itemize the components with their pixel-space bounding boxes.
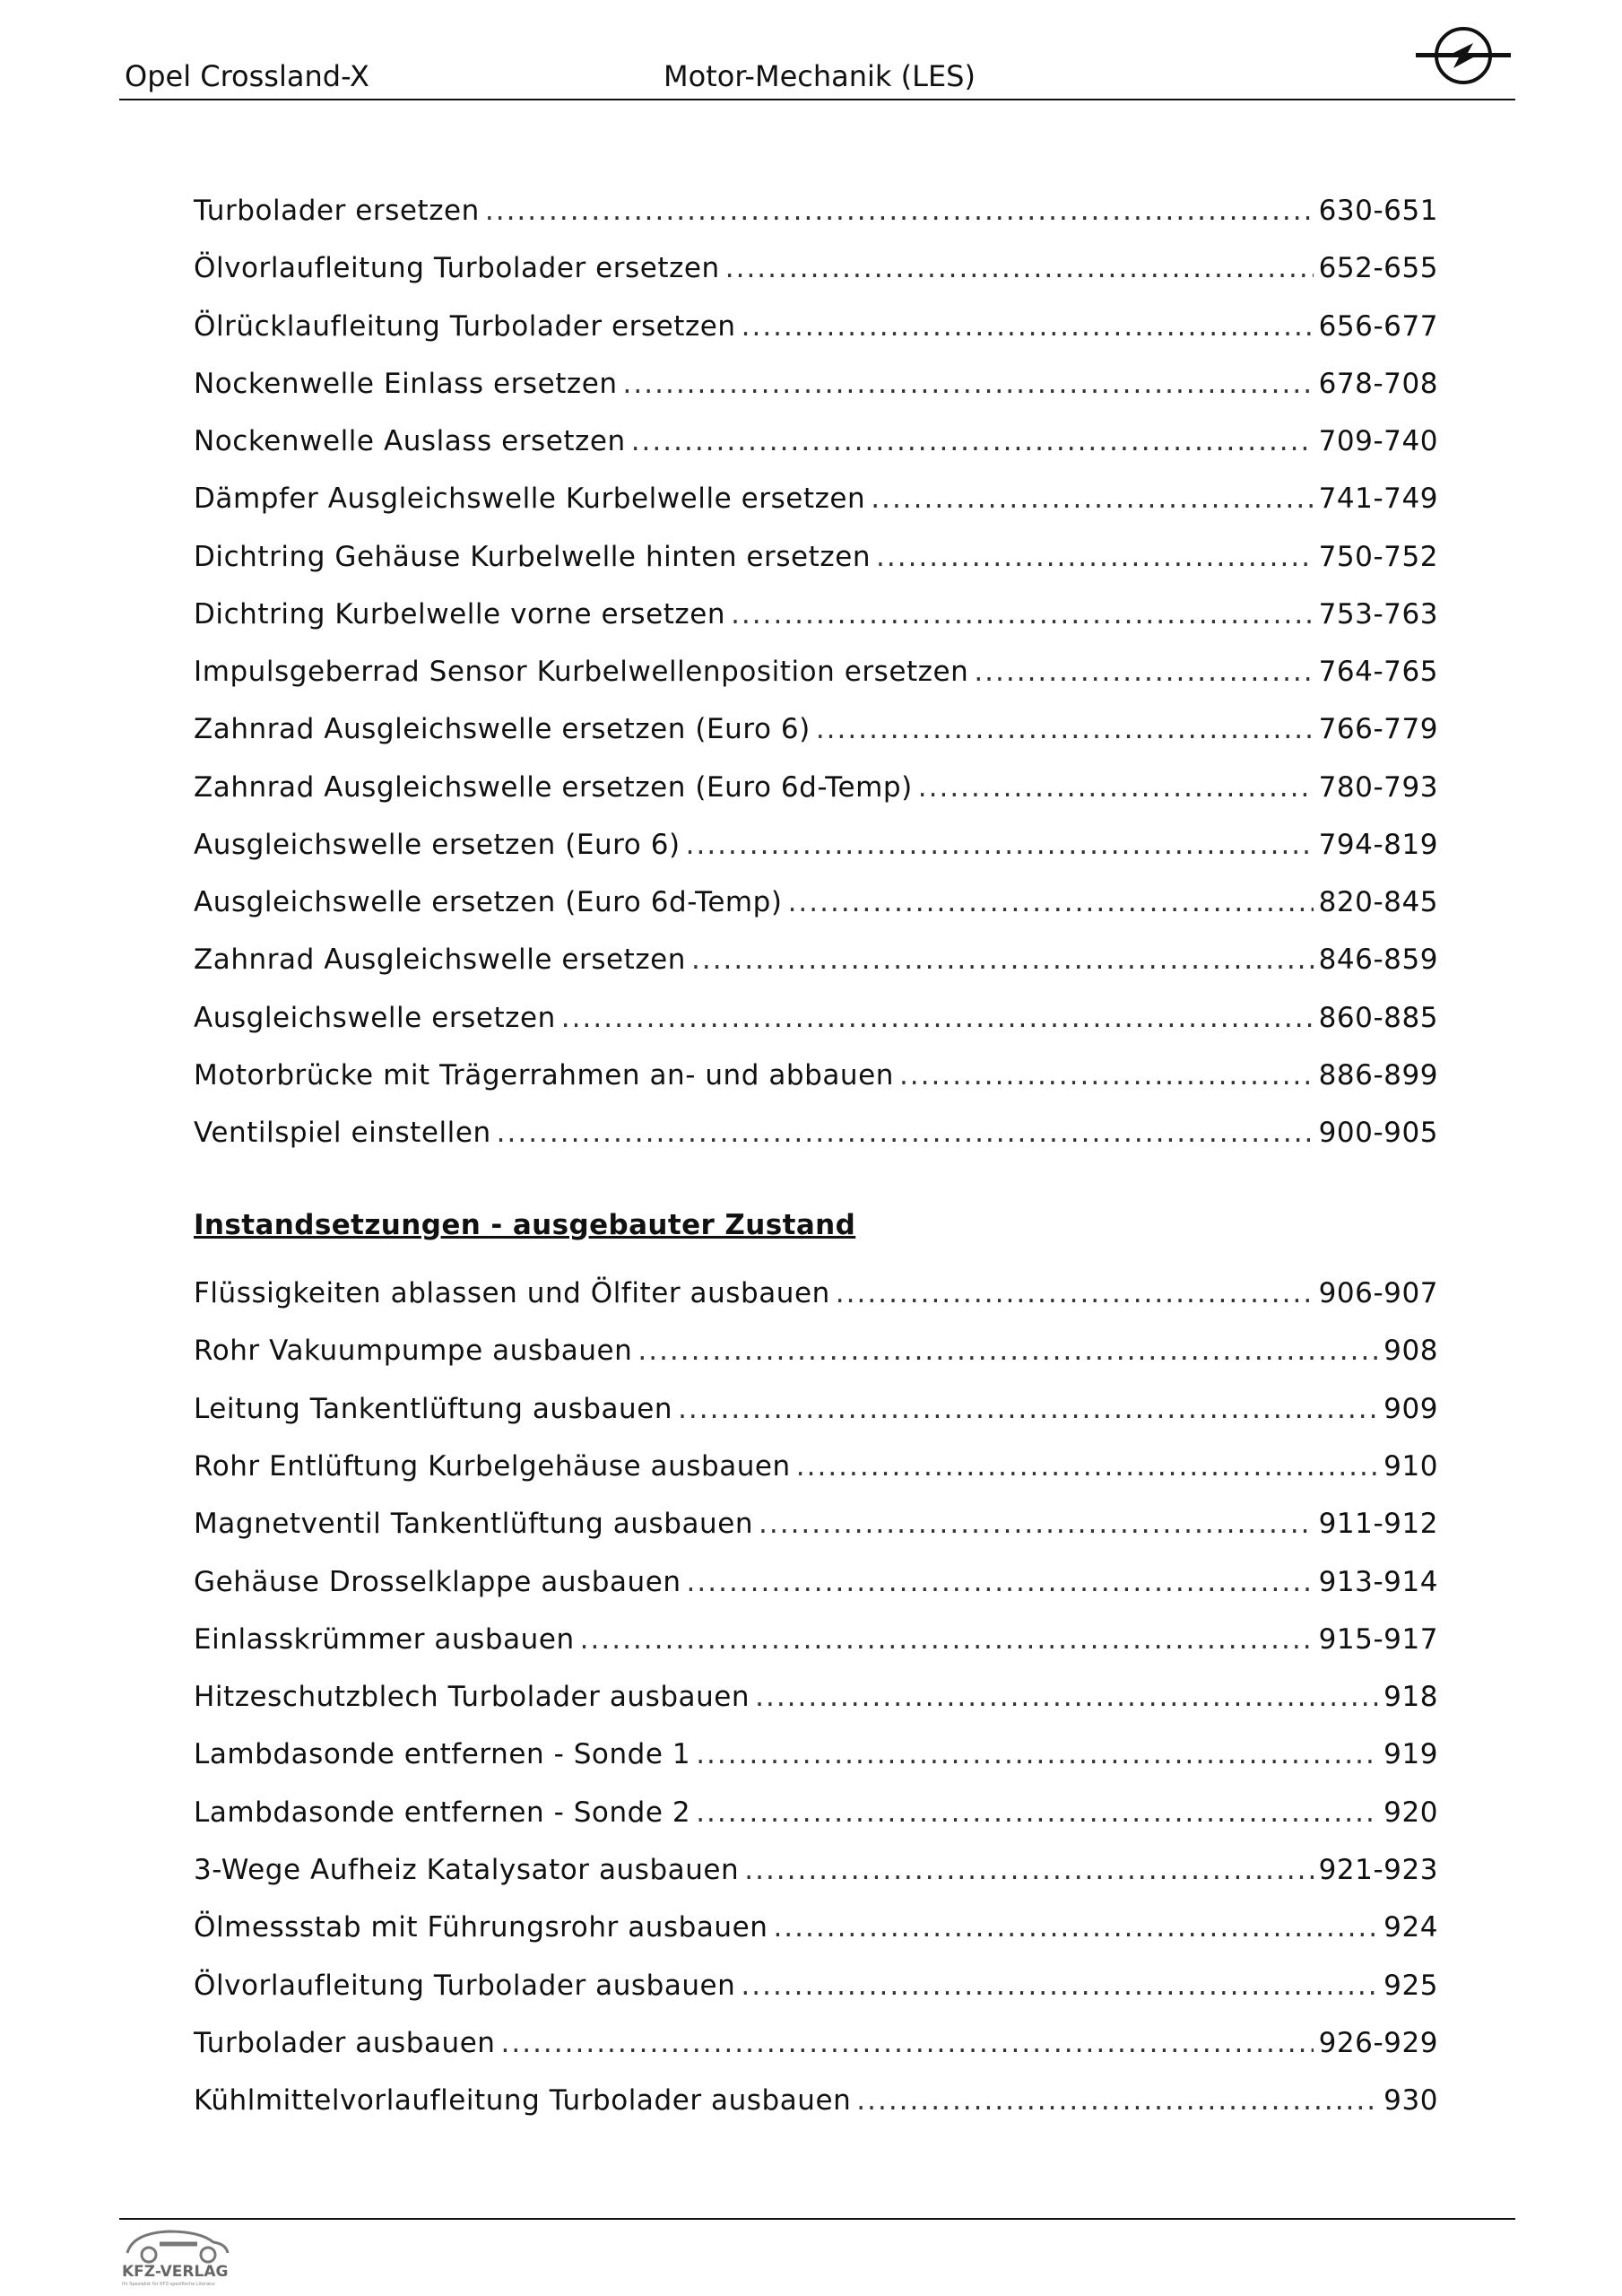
opel-logo-icon	[1414, 23, 1513, 88]
toc-entry	[194, 1843, 1438, 1886]
toc-entry-title: Dämpfer Ausgleichswelle Kurbelwelle ersetzen	[194, 483, 866, 516]
toc-entry-pages: 909	[1383, 1392, 1438, 1425]
toc-entry-title: Zahnrad Ausgleichswelle ersetzen (Euro 6)	[194, 713, 811, 746]
toc-entry-title: Ventilspiel einstellen	[194, 1117, 491, 1149]
toc-leader-dots	[788, 886, 1314, 918]
toc-entry	[194, 1324, 1438, 1367]
toc-entry-title: Nockenwelle Einlass ersetzen	[194, 367, 618, 400]
toc-entry-title: Ölrücklaufleitung Turbolader ersetzen	[194, 309, 736, 343]
toc-leader-dots	[501, 2027, 1314, 2059]
toc-entry	[194, 184, 1438, 227]
toc-entry-pages: 741-749	[1318, 483, 1438, 516]
toc-entry-title: Ölvorlaufleitung Turbolader ausbauen	[194, 1969, 736, 2002]
toc-entry-title: Ölmessstab mit Führungsrohr ausbauen	[194, 1911, 768, 1944]
toc-entry	[194, 991, 1438, 1034]
toc-leader-dots	[580, 1623, 1314, 1656]
toc-entry-pages: 921-923	[1318, 1854, 1438, 1886]
toc-entry-pages: 925	[1383, 1969, 1438, 2002]
toc-entry-title: Kühlmittelvorlaufleitung Turbolader ausbauen	[194, 2084, 852, 2118]
toc-leader-dots	[696, 1738, 1378, 1770]
toc-entry	[194, 1613, 1438, 1656]
toc-entry	[194, 241, 1438, 284]
toc-entry-title: Magnetventil Tankentlüftung ausbauen	[194, 1508, 754, 1541]
toc-entry	[194, 1382, 1438, 1425]
toc-entry	[194, 875, 1438, 918]
toc-leader-dots	[871, 483, 1313, 515]
toc-entry	[194, 414, 1438, 457]
toc-entry-title: Leitung Tankentlüftung ausbauen	[194, 1392, 673, 1425]
toc-leader-dots	[638, 1335, 1378, 1367]
toc-leader-dots	[696, 1796, 1378, 1829]
header-manual-title: Motor-Mechanik (LES)	[664, 59, 976, 93]
toc-entry	[194, 702, 1438, 745]
toc-entry	[194, 761, 1438, 804]
toc-leader-dots	[816, 713, 1314, 745]
toc-entry-pages: 750-752	[1318, 540, 1438, 573]
toc-entry-title: Ausgleichswelle ersetzen (Euro 6d-Temp)	[194, 886, 783, 918]
toc-entry	[194, 300, 1438, 343]
toc-entry-title: 3-Wege Aufheiz Katalysator ausbauen	[194, 1854, 740, 1886]
toc-leader-dots	[731, 598, 1314, 631]
toc-entry-pages: 780-793	[1318, 770, 1438, 804]
toc-entry-title: Ausgleichswelle ersetzen (Euro 6)	[194, 828, 681, 861]
toc-entry-pages: 911-912	[1318, 1508, 1438, 1541]
toc-entry	[194, 1786, 1438, 1829]
toc-entry-title: Gehäuse Drosselklappe ausbauen	[194, 1565, 681, 1598]
toc-entry	[194, 1555, 1438, 1598]
toc-leader-dots	[918, 771, 1314, 804]
toc-entry-title: Dichtring Gehäuse Kurbelwelle hinten ersetzen	[194, 540, 872, 573]
toc-entry-pages: 820-845	[1318, 886, 1438, 918]
toc-entry-pages: 652-655	[1318, 252, 1438, 285]
toc-entry-pages: 860-885	[1318, 1001, 1438, 1034]
toc-entry-pages: 913-914	[1318, 1565, 1438, 1598]
toc-leader-dots	[678, 1393, 1378, 1425]
toc-leader-dots	[836, 1277, 1314, 1309]
toc-leader-dots	[725, 252, 1314, 284]
toc-entry-title: Turbolader ersetzen	[194, 195, 480, 227]
toc-leader-dots	[687, 1566, 1314, 1598]
toc-leader-dots	[755, 1681, 1378, 1713]
toc-entry-pages: 656-677	[1318, 309, 1438, 343]
toc-entry	[194, 1670, 1438, 1713]
toc-entry-pages: 886-899	[1318, 1058, 1438, 1091]
toc-leader-dots	[686, 829, 1314, 861]
toc-entry-pages: 764-765	[1318, 656, 1438, 688]
toc-entry-title: Turbolader ausbauen	[194, 2026, 496, 2059]
toc-leader-dots	[759, 1508, 1314, 1540]
toc-entry-title: Ausgleichswelle ersetzen	[194, 1001, 556, 1034]
toc-entry	[194, 818, 1438, 861]
toc-entry-title: Lambdasonde entfernen - Sonde 2	[194, 1796, 691, 1829]
toc-entry-pages: 900-905	[1318, 1117, 1438, 1149]
toc-entry-pages: 906-907	[1318, 1277, 1438, 1309]
toc-entry-pages: 930	[1383, 2084, 1438, 2118]
toc-leader-dots	[623, 368, 1314, 400]
toc-entry	[194, 645, 1438, 688]
toc-entry-pages: 766-779	[1318, 713, 1438, 746]
toc-entry-pages: 846-859	[1318, 944, 1438, 977]
toc-entry	[194, 1048, 1438, 1091]
toc-entry-title: Zahnrad Ausgleichswelle ersetzen (Euro 6d-Temp)	[194, 770, 913, 804]
toc-entry-pages: 924	[1383, 1911, 1438, 1944]
footer-divider	[119, 2218, 1515, 2220]
toc-leader-dots	[899, 1059, 1314, 1091]
toc-entry-pages: 908	[1383, 1335, 1438, 1368]
toc-entry	[194, 2074, 1438, 2117]
toc-entry-pages: 915-917	[1318, 1622, 1438, 1656]
toc-leader-dots	[856, 2084, 1378, 2117]
toc-leader-dots	[742, 310, 1314, 343]
toc-entry-pages: 918	[1383, 1681, 1438, 1714]
toc-leader-dots	[485, 195, 1314, 227]
toc-entry-pages: 753-763	[1318, 597, 1438, 631]
toc-leader-dots	[974, 656, 1313, 688]
toc-entry-pages: 678-708	[1318, 367, 1438, 400]
footer-logo-text: KFZ-VERLAG	[122, 2263, 229, 2281]
toc-entry-title: Impulsgeberrad Sensor Kurbelwellenposition ersetzen	[194, 656, 969, 688]
toc-entry	[194, 472, 1438, 515]
toc-entry	[194, 1959, 1438, 2002]
toc-leader-dots	[631, 425, 1314, 457]
toc-leader-dots	[691, 944, 1314, 976]
toc-entry-title: Lambdasonde entfernen - Sonde 1	[194, 1738, 691, 1771]
toc-entry-title: Flüssigkeiten ablassen und Ölfiter ausbauen	[194, 1277, 830, 1309]
toc-entry-pages: 926-929	[1318, 2026, 1438, 2059]
toc-entry-title: Einlasskrümmer ausbauen	[194, 1622, 575, 1656]
toc-entry-pages: 920	[1383, 1796, 1438, 1829]
toc-entry-pages: 630-651	[1318, 195, 1438, 227]
section-title: Instandsetzungen - ausgebauter Zustand	[194, 1209, 856, 1241]
toc-leader-dots	[497, 1117, 1314, 1149]
toc-entry-pages: 709-740	[1318, 425, 1438, 457]
toc-leader-dots	[773, 1911, 1378, 1944]
toc-entry-title: Nockenwelle Auslass ersetzen	[194, 425, 626, 457]
toc-entry	[194, 357, 1438, 400]
toc-leader-dots	[744, 1854, 1313, 1886]
toc-entry	[194, 1439, 1438, 1483]
toc-leader-dots	[741, 1970, 1378, 2002]
toc-entry-title: Ölvorlaufleitung Turbolader ersetzen	[194, 252, 720, 285]
toc-entry-title: Zahnrad Ausgleichswelle ersetzen	[194, 944, 686, 977]
toc-entry	[194, 1106, 1438, 1149]
toc-entry-title: Hitzeschutzblech Turbolader ausbauen	[194, 1681, 750, 1714]
toc-leader-dots	[561, 1002, 1314, 1034]
toc-leader-dots	[876, 541, 1314, 573]
page-header	[119, 57, 1515, 100]
toc-entry	[194, 1266, 1438, 1309]
toc-entry	[194, 933, 1438, 976]
toc-entry-title: Rohr Entlüftung Kurbelgehäuse ausbauen	[194, 1449, 791, 1483]
toc-entry-pages: 919	[1383, 1738, 1438, 1771]
toc-entry	[194, 2016, 1438, 2059]
footer-logo-subtext: Ihr Spezialist für KFZ-spezifische Literatur	[122, 2282, 216, 2287]
toc-entry-title: Motorbrücke mit Trägerrahmen an- und abbauen	[194, 1058, 894, 1091]
header-vehicle-title: Opel Crossland-X	[125, 59, 369, 93]
toc-entry-pages: 794-819	[1318, 828, 1438, 861]
toc-entry-pages: 910	[1383, 1449, 1438, 1483]
toc-entry-title: Dichtring Kurbelwelle vorne ersetzen	[194, 597, 726, 631]
toc-entry	[194, 1497, 1438, 1540]
toc-entry-title: Rohr Vakuumpumpe ausbauen	[194, 1335, 633, 1368]
kfz-verlag-logo-icon	[115, 2222, 240, 2287]
toc-entry	[194, 587, 1438, 631]
toc-leader-dots	[796, 1450, 1378, 1483]
toc-entry	[194, 1727, 1438, 1770]
toc-entry	[194, 1900, 1438, 1944]
toc-entry	[194, 530, 1438, 573]
